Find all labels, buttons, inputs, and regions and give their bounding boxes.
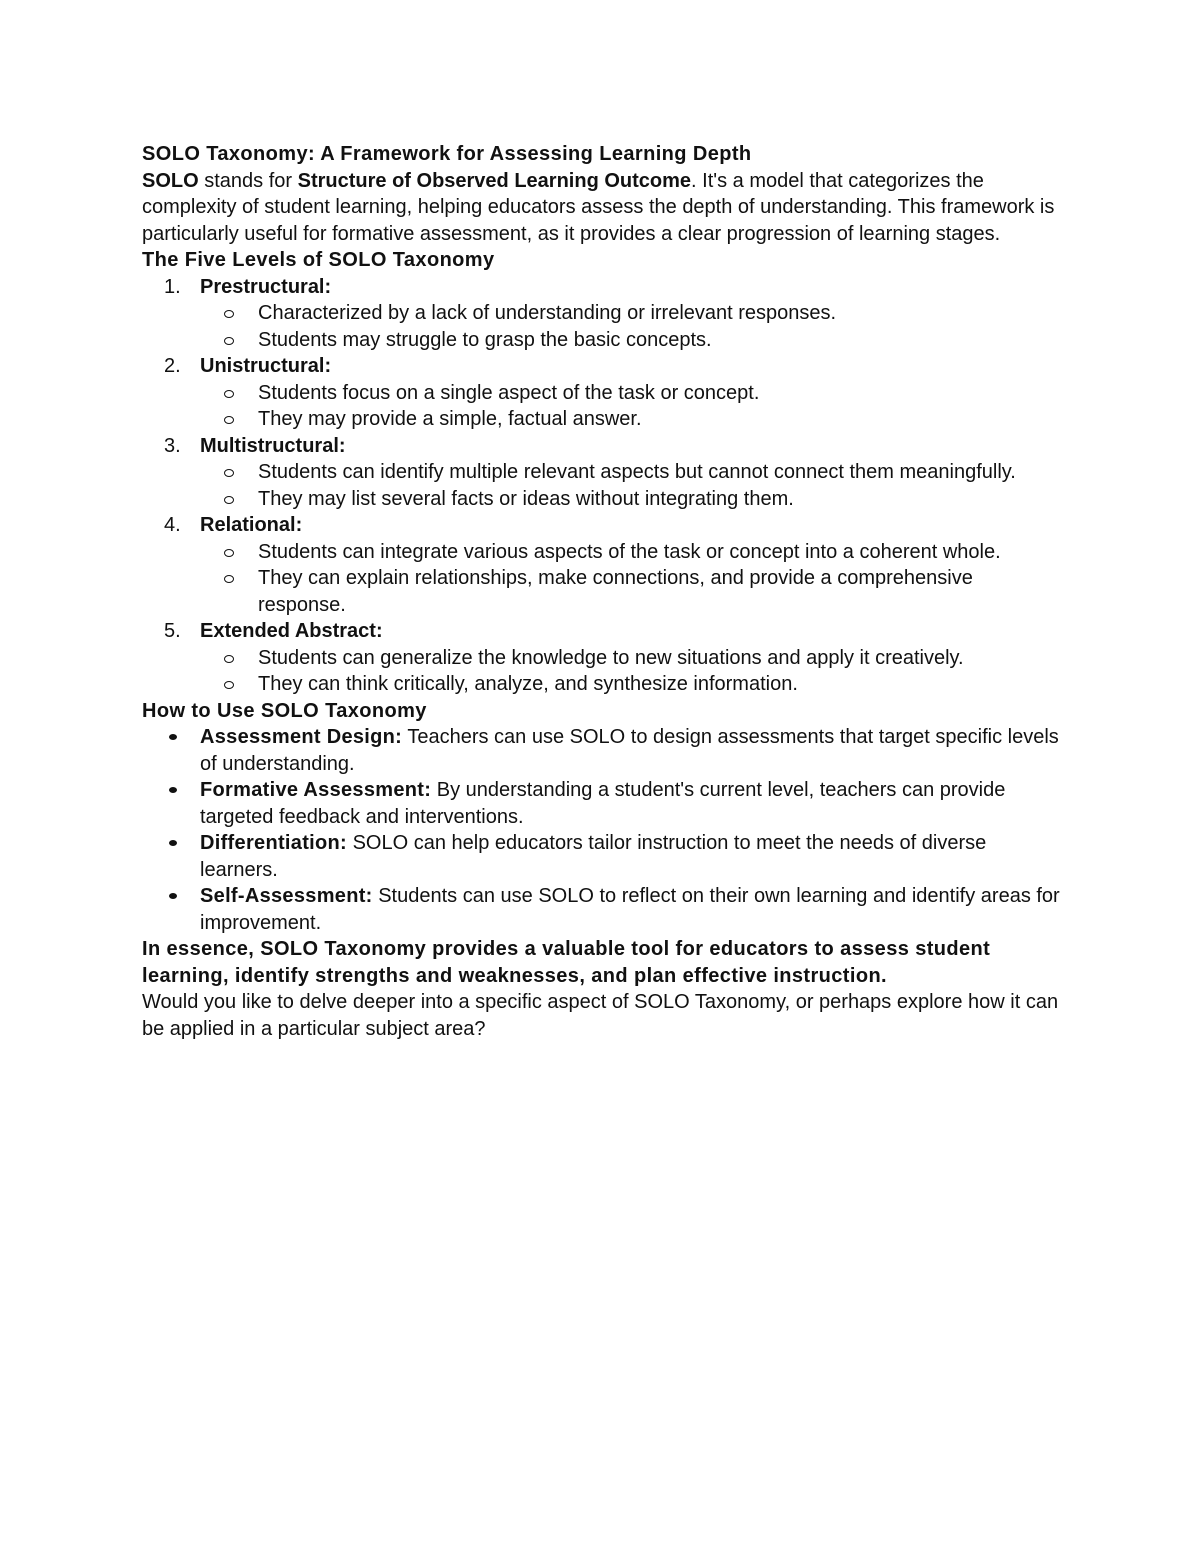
intro-full-name: Structure of Observed Learning Outcome (297, 169, 692, 192)
intro-solo-term: SOLO (142, 169, 199, 192)
use-list (142, 724, 1062, 936)
level-points (200, 380, 1062, 433)
level-number: 1. (164, 275, 181, 298)
level-name: Unistructural: (200, 355, 332, 377)
level-point: They may list several facts or ideas without integrating them. (200, 486, 1062, 513)
level-points (200, 459, 1062, 512)
intro-paragraph (142, 168, 1062, 248)
level-item (142, 274, 1062, 354)
level-point: Students may struggle to grasp the basic concepts. (200, 327, 1062, 354)
intro-stands-for: stands for (198, 169, 298, 192)
use-item (142, 724, 1062, 777)
use-item (142, 830, 1062, 883)
level-point: Characterized by a lack of understanding or irrelevant responses. (200, 300, 1062, 327)
use-text: Teachers can use SOLO to design assessments that target specific levels of understanding. (200, 726, 1059, 775)
level-name: Extended Abstract: (200, 620, 383, 642)
use-item (142, 883, 1062, 936)
level-number: 4. (164, 514, 181, 536)
level-item (142, 618, 1062, 698)
level-name: Relational: (200, 514, 303, 536)
level-item (142, 512, 1062, 618)
level-number: 3. (164, 434, 181, 457)
level-point: Students focus on a single aspect of the task or concept. (200, 380, 1062, 407)
use-text: Students can use SOLO to reflect on their own learning and identify areas for improvement. (200, 885, 1060, 934)
document-page (142, 141, 1062, 1042)
levels-list (142, 274, 1062, 698)
level-number: 2. (164, 355, 181, 377)
level-item (142, 353, 1062, 433)
use-label: Differentiation: (200, 832, 348, 854)
level-point: Students can integrate various aspects of the task or concept into a coherent whole. (200, 539, 1062, 566)
document-title: SOLO Taxonomy: A Framework for Assessing Learning Depth (142, 143, 752, 165)
level-points (200, 539, 1062, 619)
levels-heading: The Five Levels of SOLO Taxonomy (142, 249, 495, 271)
closing-question: Would you like to delve deeper into a specific aspect of SOLO Taxonomy, or perhaps explore how it can be applied in a particular subject area? (142, 991, 1059, 1040)
use-text: By understanding a student's current level, teachers can provide targeted feedback and interventions. (200, 779, 1006, 828)
level-name: Multistructural: (200, 434, 346, 457)
level-number: 5. (164, 620, 181, 642)
level-point: They may provide a simple, factual answer. (200, 406, 1062, 433)
use-heading: How to Use SOLO Taxonomy (142, 699, 427, 722)
level-item (142, 433, 1062, 513)
level-name: Prestructural: (200, 275, 332, 298)
level-points (200, 645, 1062, 698)
use-label: Formative Assessment: (200, 779, 432, 801)
level-point: They can think critically, analyze, and synthesize information. (200, 671, 1062, 698)
level-point: They can explain relationships, make connections, and provide a comprehensive response. (200, 565, 1062, 618)
level-point: Students can identify multiple relevant aspects but cannot connect them meaningfully. (200, 459, 1062, 486)
level-points (200, 300, 1062, 353)
use-label: Self-Assessment: (200, 885, 373, 907)
use-text: SOLO can help educators tailor instruction to meet the needs of diverse learners. (200, 832, 987, 881)
use-item (142, 777, 1062, 830)
essence-summary: In essence, SOLO Taxonomy provides a valuable tool for educators to assess student learning, identify strengths and weaknesses, and plan effective instruction. (142, 938, 991, 987)
level-point: Students can generalize the knowledge to new situations and apply it creatively. (200, 645, 1062, 672)
intro-rest: . It's a model that categorizes the complexity of student learning, helping educators assess the depth of understanding. This framework is particularly useful for formative assessment, as it provides a clear progression of learning stages. (142, 169, 1055, 245)
use-label: Assessment Design: (200, 726, 403, 748)
